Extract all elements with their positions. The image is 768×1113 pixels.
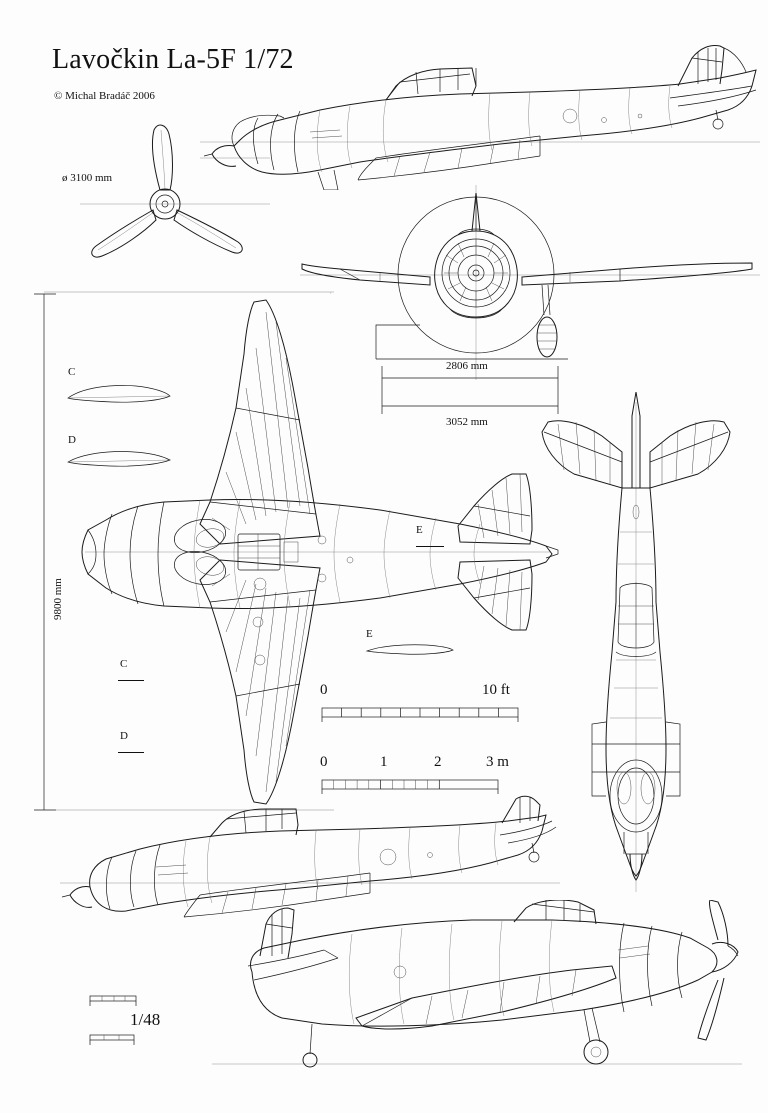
view-perspective [212,900,742,1090]
scale-meters-two: 2 [434,754,442,770]
section-label-d-bottom: D [120,730,128,742]
section-label-e-lower: E [366,628,373,640]
scale-feet-zero: 0 [320,682,328,698]
scale-bar-feet [320,706,530,726]
section-rule-e-right [416,546,444,547]
scale-meters-zero: 0 [320,754,328,770]
section-rule-c-bottom [118,680,144,681]
label-wingspan: 9800 mm [52,578,64,620]
copyright-notice: © Michal Bradáč 2006 [54,90,155,102]
scale-meters-three: 3 m [486,754,509,770]
section-label-c-top: C [68,366,76,378]
airfoil-section-e [364,642,456,658]
view-plan-top-rear [536,392,746,892]
label-track-outer: 3052 mm [446,416,488,428]
section-rule-d-bottom [118,752,144,753]
section-label-c-bottom: C [120,658,128,670]
label-alt-scale: 1/48 [130,1010,161,1029]
view-side-profile-top [200,40,760,190]
scale-meters-one: 1 [380,754,388,770]
label-prop-diameter: ø 3100 mm [62,172,113,184]
scale-feet-max: 10 ft [482,682,510,698]
view-propeller-front [80,120,270,260]
scale-bar-alt-upper [88,992,198,1010]
label-track-inner: 2806 mm [446,360,488,372]
scale-bar-alt-lower [88,1032,198,1048]
page-title: Lavočkin La-5F 1/72 [52,44,294,75]
section-label-e-right: E [416,524,423,536]
dimension-wingspan [32,292,58,812]
view-plan-bottom [60,292,560,812]
section-label-d-top: D [68,434,76,446]
